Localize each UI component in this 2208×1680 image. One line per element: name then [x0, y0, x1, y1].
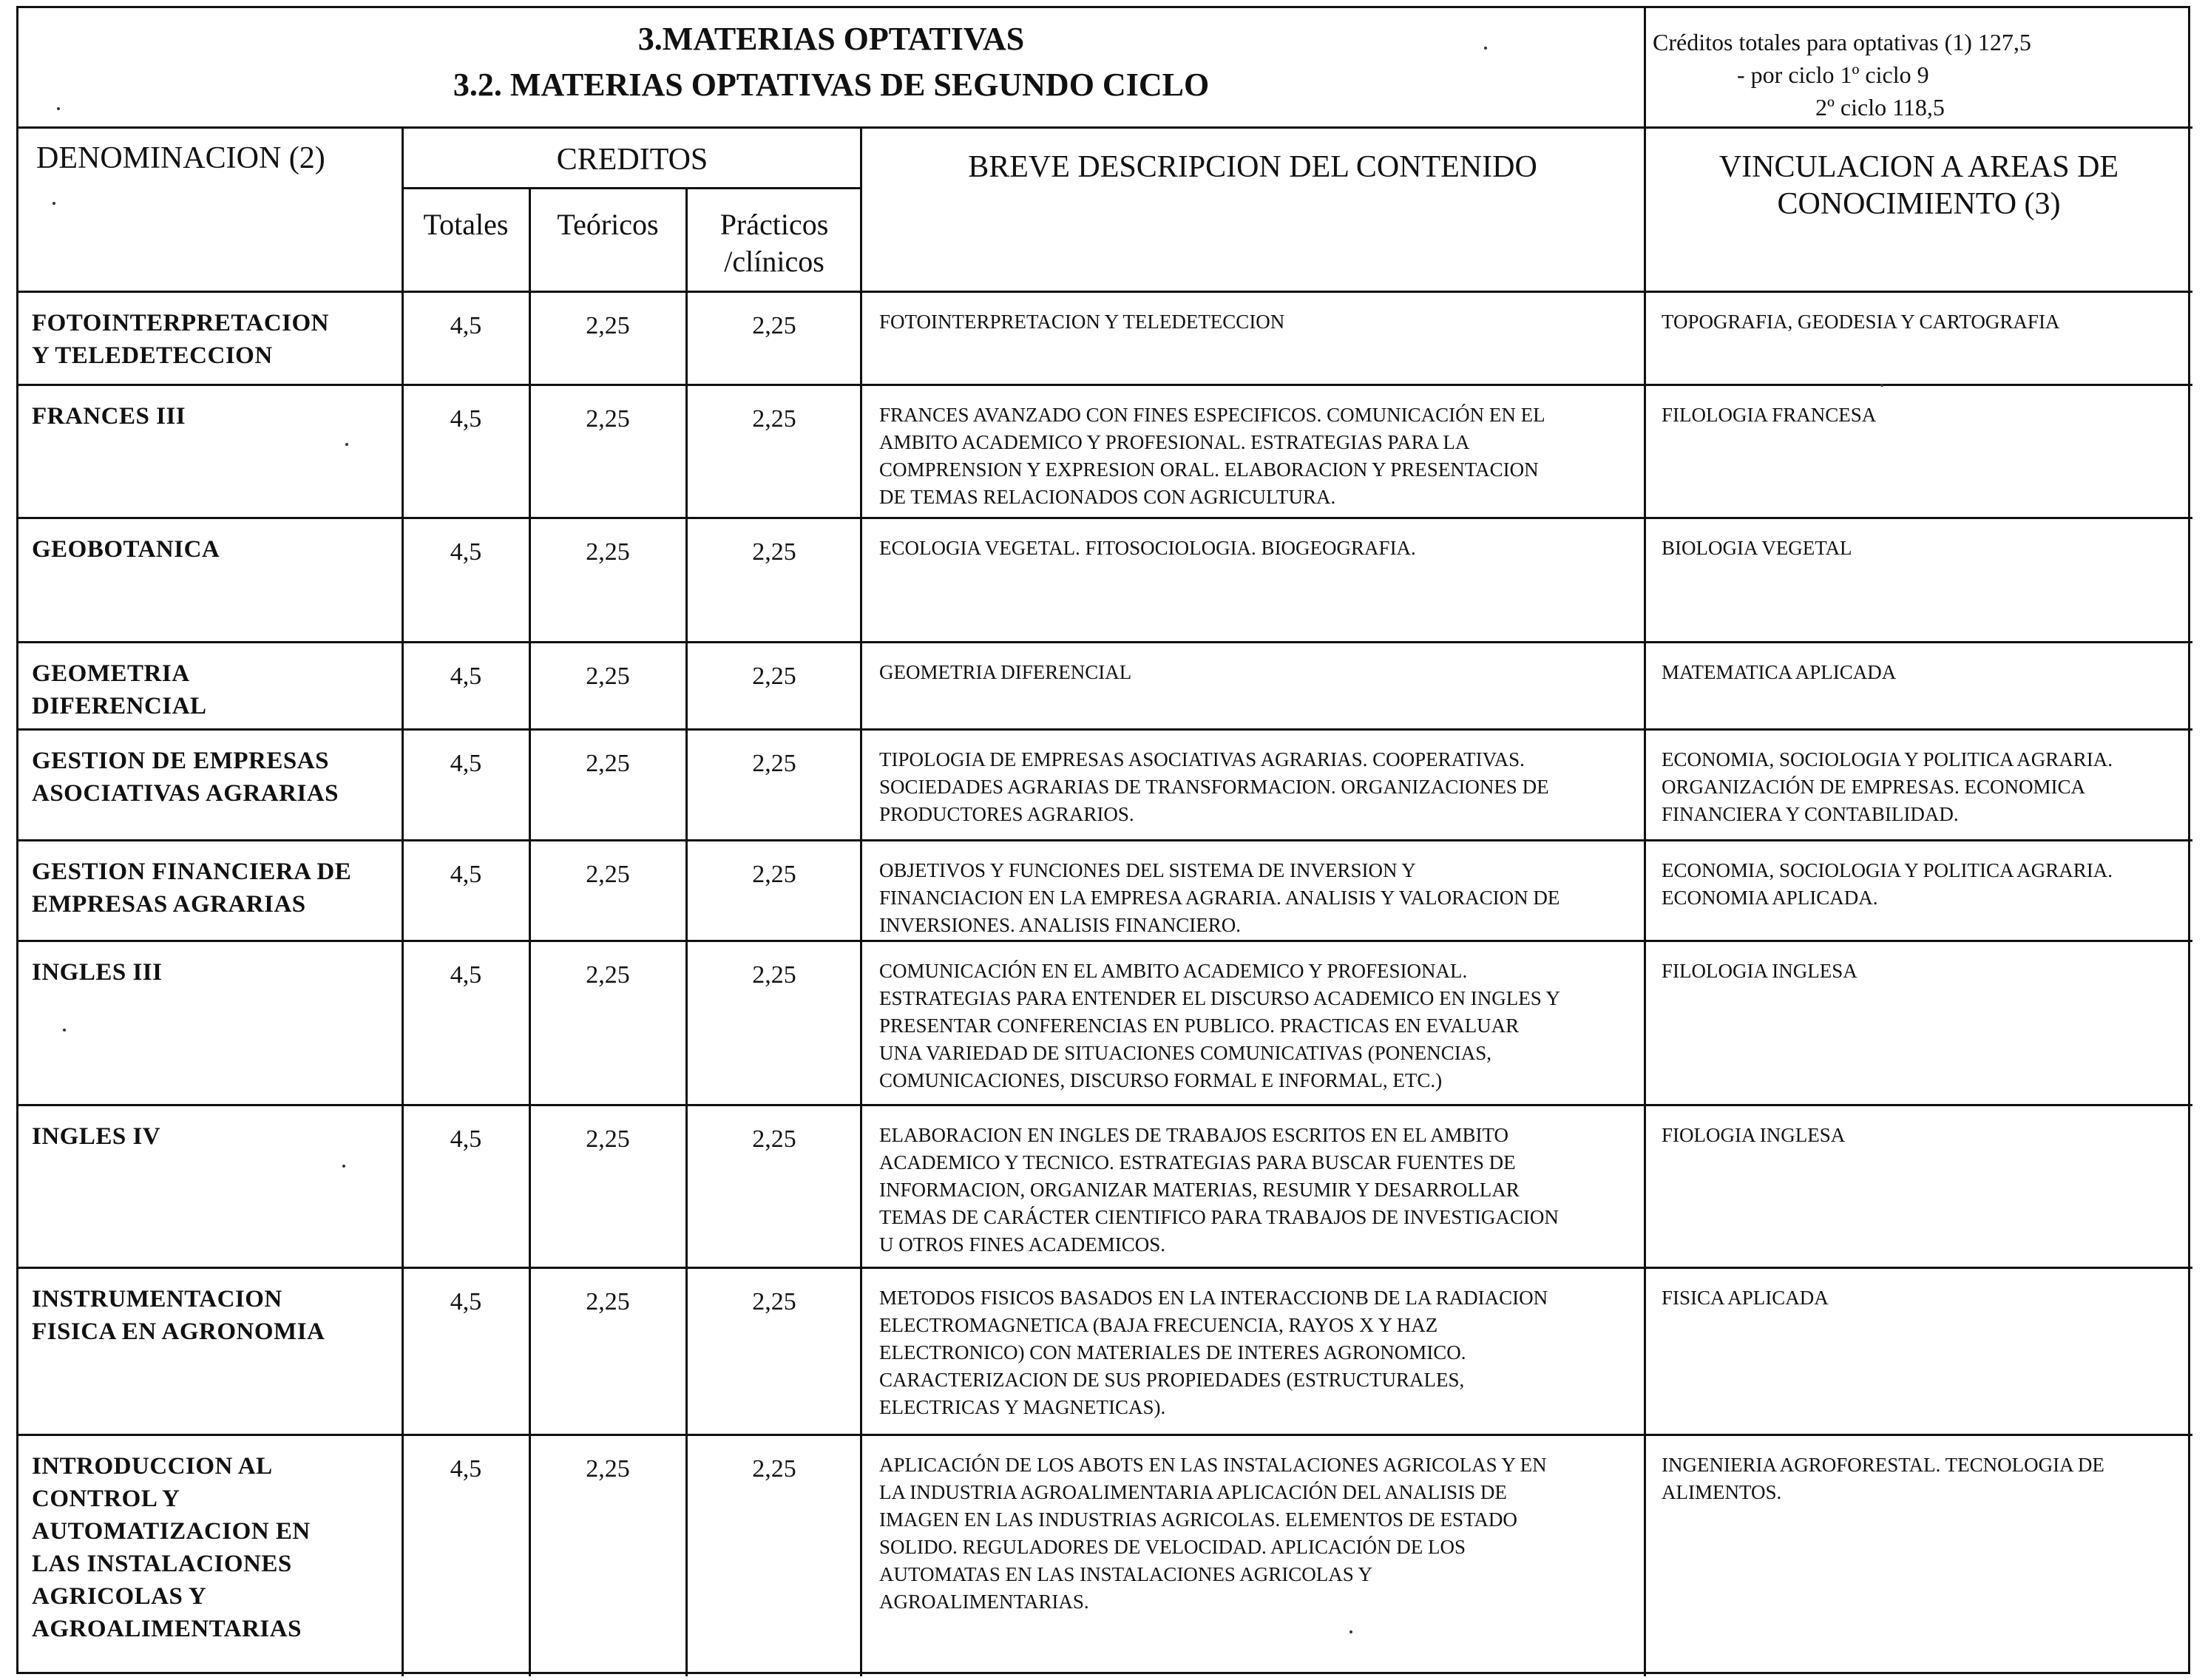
- subject-name: GESTION FINANCIERA DE EMPRESAS AGRARIAS: [32, 858, 352, 918]
- credits-totales: 4,5: [450, 405, 482, 433]
- subject-name: GEOMETRIA DIFERENCIAL: [32, 660, 207, 719]
- knowledge-area: FILOLOGIA INGLESA: [1662, 960, 1858, 982]
- credits-teoricos: 2,25: [586, 1125, 630, 1153]
- credits-practicos: 2,25: [752, 663, 796, 690]
- subject-name: INSTRUMENTACION FISICA EN AGRONOMIA: [32, 1286, 325, 1345]
- row-separator: [18, 641, 2192, 643]
- row-separator: [18, 384, 2192, 386]
- subject-name: INGLES III: [32, 959, 163, 986]
- credits-totales: 4,5: [450, 750, 482, 777]
- subject-description: OBJETIVOS Y FUNCIONES DEL SISTEMA DE INVERSION Y FINANCIACION EN LA EMPRESA AGRARIA. ANALISIS Y VALORACION DE INVERSIONES. ANALISIS FINANCIERO.: [879, 859, 1560, 936]
- subject-description: COMUNICACIÓN EN EL AMBITO ACADEMICO Y PROFESIONAL. ESTRATEGIAS PARA ENTENDER EL DISCURSO ACADEMICO EN INGLES Y PRESENTAR CONFERENCIAS EN PUBLICO. PRACTICAS EN EVALUAR UNA VARIEDAD DE SITUACIONES COMUNICATIVAS (PONENCIAS, COMUNICACIONES, DISCURSO FORMAL E INFORMAL, ETC.): [879, 960, 1561, 1091]
- section-subtitle: 3.2. MATERIAS OPTATIVAS DE SEGUNDO CICLO: [453, 67, 1210, 103]
- subject-description: METODOS FISICOS BASADOS EN LA INTERACCIONB DE LA RADIACION ELECTROMAGNETICA (BAJA FRECUENCIA, RAYOS X Y HAZ ELECTRONICO) CON MATERIALES DE INTERES AGRONOMICO. CARACTERIZACION DE SUS PROPIEDADES (ESTRUCTURALES, ELECTRICAS Y MAGNETICAS).: [879, 1287, 1548, 1418]
- subject-description: TIPOLOGIA DE EMPRESAS ASOCIATIVAS AGRARIAS. COOPERATIVAS. SOCIEDADES AGRARIAS DE TRANSFORMACION. ORGANIZACIONES DE PRODUCTORES AGRARIOS.: [879, 748, 1549, 825]
- credits-practicos: 2,25: [752, 1125, 796, 1153]
- credits-practicos: 2,25: [752, 961, 796, 989]
- credits-practicos: 2,25: [752, 1455, 796, 1483]
- rule-after-descripcion: [1644, 8, 1646, 1676]
- subject-name: FRANCES III: [32, 403, 186, 430]
- header-teoricos: Teóricos: [557, 208, 659, 241]
- knowledge-area: FISICA APLICADA: [1662, 1287, 1829, 1309]
- row-separator: [18, 1267, 2192, 1269]
- rule-after-creditos: [860, 126, 862, 1676]
- subject-description: GEOMETRIA DIFERENCIAL: [879, 661, 1132, 683]
- document-sheet: [16, 6, 2190, 1674]
- knowledge-area: ECONOMIA, SOCIOLOGIA Y POLITICA AGRARIA. ECONOMIA APLICADA.: [1662, 859, 2113, 909]
- credits-totales: 4,5: [450, 1125, 482, 1153]
- rule-column-headers-bottom: [18, 291, 2192, 293]
- credits-practicos: 2,25: [752, 1288, 796, 1315]
- credits-total: Créditos totales para optativas (1) 127,5: [1653, 29, 2031, 55]
- credits-second-cycle: 2º ciclo 118,5: [1815, 94, 1945, 121]
- subject-description: ECOLOGIA VEGETAL. FITOSOCIOLOGIA. BIOGEOGRAFIA.: [879, 537, 1416, 559]
- scan-speck: [57, 107, 60, 110]
- credits-totales: 4,5: [450, 1455, 482, 1483]
- credits-teoricos: 2,25: [586, 312, 630, 339]
- scan-speck: [345, 443, 348, 446]
- credits-totales: 4,5: [450, 1288, 482, 1315]
- subject-description: FRANCES AVANZADO CON FINES ESPECIFICOS. COMUNICACIÓN EN EL AMBITO ACADEMICO Y PROFESIONAL. ESTRATEGIAS PARA LA COMPRENSION Y EXPRESION ORAL. ELABORACION Y PRESENTACION DE TEMAS RELACIONADOS CON AGRICULTURA.: [879, 404, 1545, 508]
- credits-totales: 4,5: [450, 538, 482, 566]
- scan-speck: [1349, 1630, 1352, 1633]
- knowledge-area: INGENIERIA AGROFORESTAL. TECNOLOGIA DE ALIMENTOS.: [1662, 1454, 2104, 1503]
- row-separator: [18, 1434, 2192, 1436]
- credits-totales: 4,5: [450, 961, 482, 989]
- header-practicos: Prácticos /clínicos: [719, 208, 829, 278]
- subject-description: FOTOINTERPRETACION Y TELEDETECCION: [879, 311, 1285, 333]
- scan-speck: [53, 202, 55, 205]
- header-creditos: CREDITOS: [556, 143, 708, 177]
- credits-practicos: 2,25: [752, 750, 796, 777]
- scan-speck: [1880, 384, 1883, 387]
- row-separator: [18, 517, 2192, 519]
- knowledge-area: FILOLOGIA FRANCESA: [1662, 404, 1877, 426]
- subject-name: INTRODUCCION AL CONTROL Y AUTOMATIZACION EN LAS INSTALACIONES AGRICOLAS Y AGROALIMENTARIAS: [32, 1453, 311, 1642]
- rule-creditos-bottom: [403, 187, 861, 189]
- credits-practicos: 2,25: [752, 538, 796, 566]
- rule-after-totales: [529, 187, 531, 1676]
- knowledge-area: BIOLOGIA VEGETAL: [1662, 537, 1852, 559]
- credits-teoricos: 2,25: [586, 1288, 630, 1315]
- scan-speck: [342, 1165, 345, 1168]
- rule-header-bottom: [18, 126, 2192, 129]
- knowledge-area: ECONOMIA, SOCIOLOGIA Y POLITICA AGRARIA. ORGANIZACIÓN DE EMPRESAS. ECONOMICA FINANCIERA Y CONTABILIDAD.: [1662, 748, 2113, 825]
- credits-teoricos: 2,25: [586, 961, 630, 989]
- knowledge-area: MATEMATICA APLICADA: [1662, 661, 1897, 683]
- credits-teoricos: 2,25: [586, 538, 630, 566]
- scan-speck: [63, 1029, 66, 1032]
- header-vinculacion: VINCULACION A AREAS DE CONOCIMIENTO (3): [1718, 150, 2119, 221]
- credits-teoricos: 2,25: [586, 663, 630, 690]
- scan-speck: [1484, 47, 1487, 50]
- row-separator: [18, 940, 2192, 942]
- knowledge-area: FIOLOGIA INGLESA: [1662, 1124, 1846, 1146]
- subject-name: GESTION DE EMPRESAS ASOCIATIVAS AGRARIAS: [32, 748, 339, 807]
- credits-practicos: 2,25: [752, 312, 796, 339]
- subject-description: ELABORACION EN INGLES DE TRABAJOS ESCRITOS EN EL AMBITO ACADEMICO Y TECNICO. ESTRATEGIAS PARA BUSCAR FUENTES DE INFORMACION, ORGANIZAR MATERIAS, RESUMIR Y DESARROLLAR TEMAS DE CARÁCTER CIENTIFICO PARA TRABAJOS DE INVESTIGACION U OTROS FINES ACADEMICOS.: [879, 1124, 1559, 1256]
- rule-after-denominacion: [402, 126, 404, 1676]
- credits-teoricos: 2,25: [586, 750, 630, 777]
- credits-teoricos: 2,25: [586, 861, 630, 888]
- subject-name: FOTOINTERPRETACION Y TELEDETECCION: [32, 310, 330, 369]
- credits-teoricos: 2,25: [586, 405, 630, 433]
- rule-after-teoricos: [685, 187, 688, 1676]
- subject-description: APLICACIÓN DE LOS ABOTS EN LAS INSTALACIONES AGRICOLAS Y EN LA INDUSTRIA AGROALIMENTARIA APLICACIÓN DEL ANALISIS DE IMAGEN EN LAS INDUSTRIAS AGRICOLAS. ELEMENTOS DE ESTADO SOLIDO. REGULADORES DE VELOCIDAD. APLICACIÓN DE LOS AUTOMATAS EN LAS INSTALACIONES AGRICOLAS Y AGROALIMENTARIAS.: [879, 1454, 1547, 1613]
- subject-name: INGLES IV: [32, 1123, 161, 1150]
- subject-name: GEOBOTANICA: [32, 536, 220, 563]
- credits-practicos: 2,25: [752, 861, 796, 888]
- section-title: 3.MATERIAS OPTATIVAS: [637, 21, 1025, 57]
- row-separator: [18, 728, 2192, 731]
- credits-totales: 4,5: [450, 312, 482, 339]
- row-separator: [18, 839, 2192, 841]
- header-descripcion: BREVE DESCRIPCION DEL CONTENIDO: [968, 150, 1537, 184]
- credits-totales: 4,5: [450, 861, 482, 888]
- credits-totales: 4,5: [450, 663, 482, 690]
- credits-practicos: 2,25: [752, 405, 796, 433]
- header-totales: Totales: [423, 208, 509, 241]
- header-denominacion: DENOMINACION (2): [36, 141, 325, 175]
- credits-teoricos: 2,25: [586, 1455, 630, 1483]
- row-separator: [18, 1104, 2192, 1106]
- knowledge-area: TOPOGRAFIA, GEODESIA Y CARTOGRAFIA: [1662, 311, 2060, 333]
- credits-first-cycle: - por ciclo 1º ciclo 9: [1737, 61, 1929, 88]
